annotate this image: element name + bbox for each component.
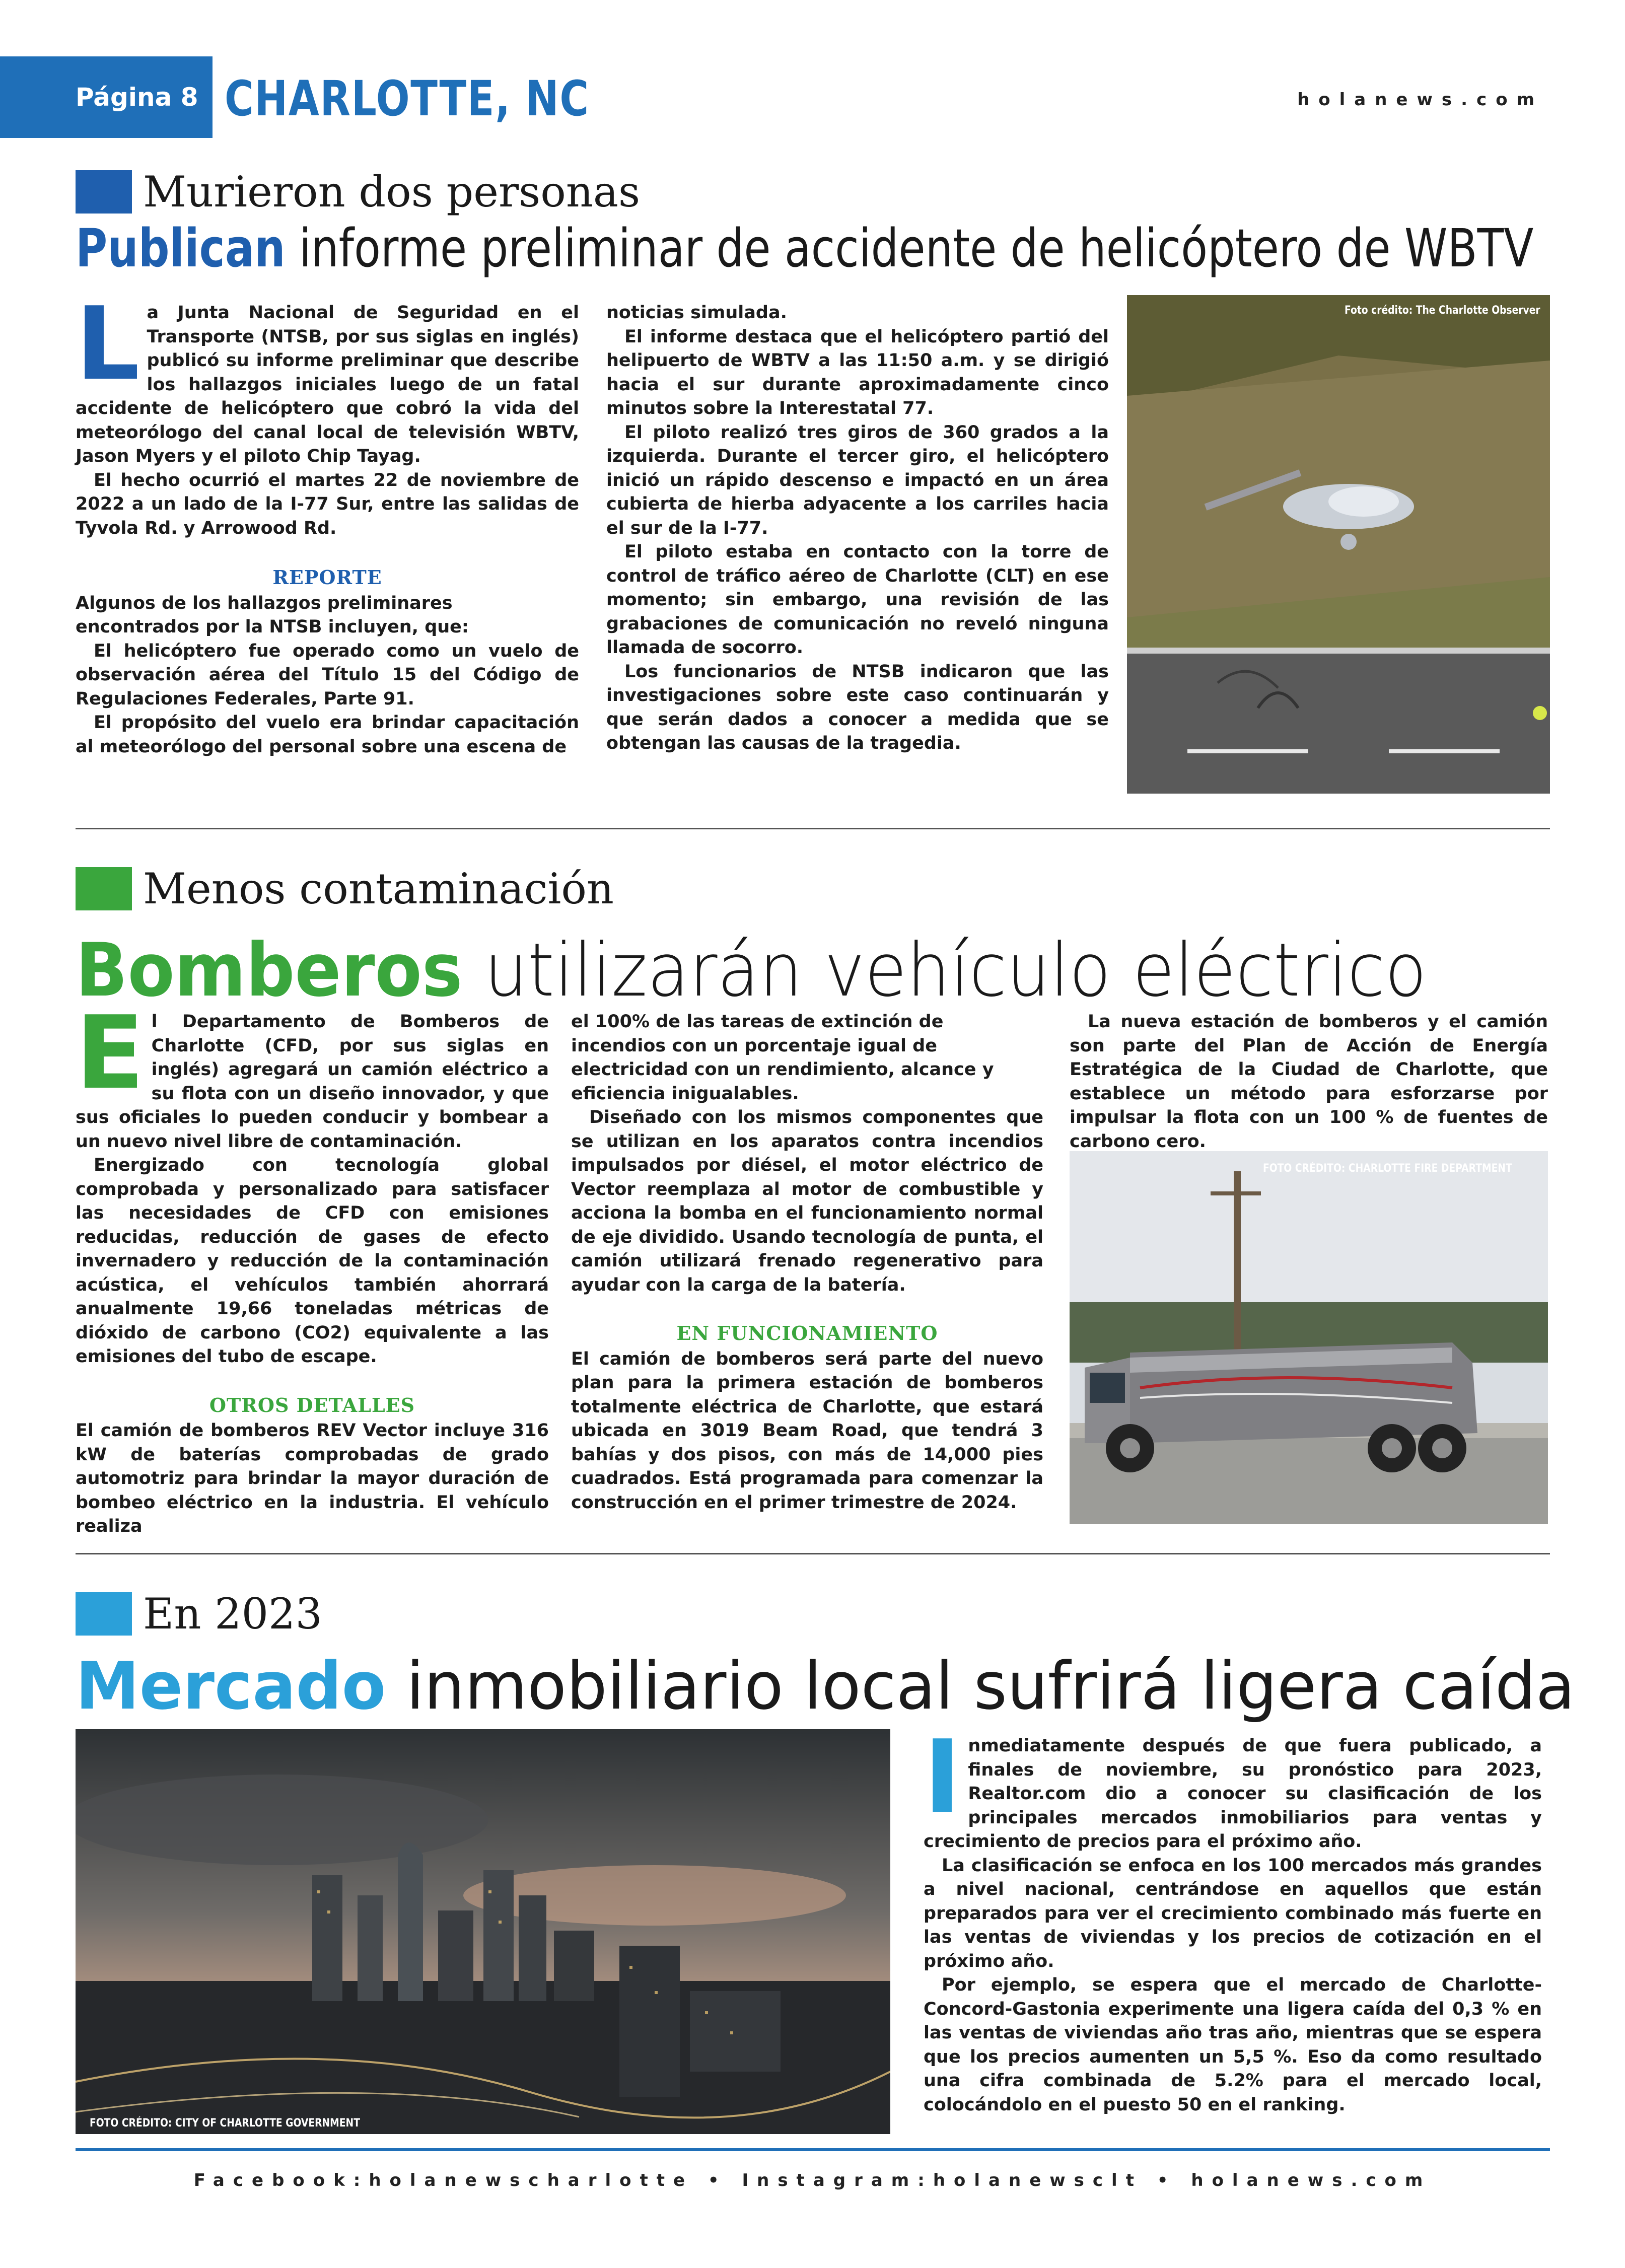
helicopter-crash-photo: [1127, 295, 1550, 794]
headline-rest: informe preliminar de accidente de helicóptero de WBTV: [285, 218, 1534, 279]
photo-credit: FOTO CRÉDITO: CITY OF CHARLOTTE GOVERNMENT: [90, 2117, 360, 2130]
paragraph: Diseñado con los mismos componentes que se utilizan en los aparatos contra incendios impulsados por diésel, el motor eléctrico de Vector reemplaza al motor de combustible y acciona la bomba en el funcionamiento normal de eje dividido. Usando tecnología de punta, el camión utilizará frenado regenerativo para ayudar con la carga de la batería.: [571, 1107, 1043, 1295]
paragraph: El piloto realizó tres giros de 360 grados a la izquierda. Durante el tercer giro, el helicóptero inició un rápido descenso e impactó en un área cubierta de hierba adyacente a los carriles hacia el sur de la I-77.: [606, 422, 1109, 538]
section-divider: [76, 1553, 1550, 1554]
section-divider: [76, 828, 1550, 829]
article1-column-2: [606, 301, 1109, 756]
paragraph: La clasificación se enfoca en los 100 mercados más grandes a nivel nacional, centrándose en aquellos que están preparados para ver el crecimiento combinado más fuerte en las ventas de viviendas y los precios de cotización en el próximo año.: [924, 1855, 1542, 1971]
paragraph: a Junta Nacional de Seguridad en el Transporte (NTSB, por sus siglas en inglés) publicó su informe preliminar que describe los hallazgos iniciales luego de un fatal accidente de helicóptero que cobró la vida del meteorólogo del canal local de televisión WBTV, Jason Myers y el piloto Chip Tayag.: [76, 303, 579, 466]
headline-highlight: Bomberos: [76, 928, 463, 1013]
paragraph: El camión de bomberos será parte del nuevo plan para la primera estación de bomberos totalmente eléctrica de Charlotte, que estará ubicada en 3019 Beam Road, que tendrá 3 bahías y dos pisos, con más de 14,000 pies cuadrados. Está programada para comenzar la construcción en el primer trimestre de 2024.: [571, 1349, 1043, 1513]
headline-highlight: Mercado: [76, 1648, 386, 1724]
article2-kicker: [76, 864, 614, 913]
kicker-text: En 2023: [143, 1589, 322, 1639]
paragraph: Energizado con tecnología global comprobada y personalizado para satisfacer las necesidades de CFD con emisiones reducidas, reducción de gases de efecto invernadero y reducción de la contaminación acústica, el vehículos también ahorrará anualmente 19,66 toneladas métricas de dióxido de carbono (CO2) equivalente a las emisiones del tubo de escape.: [76, 1155, 549, 1367]
city-skyline-image: [76, 1729, 890, 2134]
paragraph: nmediatamente después de que fuera publicado, a finales de noviembre, su pronóstico para 2023, Realtor.com dio a conocer su clasificación de los principales mercados inmobiliarios para ventas y crecimiento de precios para el próximo año.: [924, 1736, 1542, 1852]
subhead-reporte: REPORTE: [272, 566, 382, 589]
kicker-text: Menos contaminación: [143, 864, 614, 913]
article2-column-3: [1070, 1010, 1548, 1154]
article2-column-1: [76, 995, 549, 1539]
paragraph: El propósito del vuelo era brindar capacitación al meteorólogo del personal sobre una escena de: [76, 713, 579, 757]
footer-rule: [76, 2148, 1550, 2151]
paragraph: Por ejemplo, se espera que el mercado de Charlotte-Concord-Gastonia experimente una ligera caída del 0,3 % en las ventas de viviendas año tras año, mientras que se espera que los precios aumenten un 5,5 %. Eso da como resultado una cifra combinada de 5.2% para el mercado local, colocándolo en el puesto 50 en el ranking.: [924, 1975, 1542, 2115]
kicker-text: Murieron dos personas: [143, 167, 641, 217]
charlotte-skyline-photo: [76, 1729, 890, 2134]
paragraph: l Departamento de Bomberos de Charlotte (CFD, por sus siglas en inglés) agregará un camión eléctrico a su flota con un diseño innovador, y que sus oficiales lo pueden conducir y bombear a un nuevo nivel libre de contaminación.: [76, 1012, 549, 1152]
helicopter-crash-image: [1127, 295, 1550, 794]
article1-headline: [76, 218, 1533, 279]
headline-highlight: Publican: [76, 218, 286, 279]
paragraph: El hecho ocurrió el martes 22 de noviembre de 2022 a un lado de la I-77 Sur, entre las salidas de Tyvola Rd. y Arrowood Rd.: [76, 470, 579, 538]
headline-rest: inmobiliario local sufrirá ligera caída: [386, 1648, 1575, 1724]
paragraph: El informe destaca que el helicóptero partió del helipuerto de WBTV a las 11:50 a.m. y se dirigió hacia el sur durante aproximadamente cinco minutos sobre la Interestatal 77.: [606, 326, 1109, 418]
paragraph: La nueva estación de bomberos y el camión son parte del Plan de Acción de Energía Estratégica de la Ciudad de Charlotte, que establece un método para esforzarse por impulsar la flota con un 100 % de fuentes de carbono cero.: [1070, 1012, 1548, 1152]
article2-headline: [76, 928, 1427, 1013]
article1-column-1: [76, 286, 579, 759]
paragraph: el 100% de las tareas de extinción de incendios con un porcentaje igual de electricidad con un rendimiento, alcance y eficiencia inigualables.: [571, 1012, 994, 1104]
dropcap: I: [924, 1719, 961, 1836]
paragraph: Algunos de los hallazgos preliminares encontrados por la NTSB incluyen, que:: [76, 593, 469, 637]
footer-social-links[interactable]: Facebook:holanewscharlotte • Instagram:holanewsclt • holanews.com: [193, 2170, 1432, 2190]
kicker-square: [76, 1592, 132, 1636]
paragraph: El helicóptero fue operado como un vuelo de observación aérea del Título 15 del Código de Regulaciones Federales, Parte 91.: [76, 641, 579, 709]
paragraph: El piloto estaba en contacto con la torre de control de tráfico aéreo de Charlotte (CLT) en ese momento; sin embargo, una revisión de las grabaciones de comunicación no reveló ninguna llamada de socorro.: [606, 542, 1109, 658]
subhead-otros-detalles: OTROS DETALLES: [209, 1393, 415, 1416]
article1-kicker: [76, 167, 641, 217]
photo-credit: FOTO CRÉDITO: CHARLOTTE FIRE DEPARTMENT: [1263, 1162, 1512, 1175]
fire-truck-photo: [1070, 1151, 1548, 1524]
article3-kicker: [76, 1589, 322, 1639]
kicker-square: [76, 867, 132, 910]
photo-credit: Foto crédito: The Charlotte Observer: [1345, 304, 1540, 317]
section-title: CHARLOTTE, NC: [225, 70, 590, 127]
kicker-square: [76, 170, 132, 214]
article3-column: [924, 1719, 1542, 2117]
article2-column-2: [571, 1010, 1043, 1515]
electric-fire-truck-image: [1070, 1151, 1548, 1524]
headline-rest: utilizarán vehículo eléctrico: [462, 928, 1427, 1013]
paragraph: noticias simulada.: [606, 303, 787, 323]
page-number-tab: Página 8: [0, 56, 213, 138]
article3-headline: [76, 1648, 1575, 1724]
paragraph: El camión de bomberos REV Vector incluye 316 kW de baterías comprobadas de grado automotriz para brindar la mayor duración de bombeo eléctrico en la industria. El vehículo realiza: [76, 1421, 549, 1536]
site-url[interactable]: holanews.com: [1297, 90, 1543, 110]
dropcap: L: [76, 286, 140, 403]
paragraph: Los funcionarios de NTSB indicaron que las investigaciones sobre este caso continuarán y que serán dados a conocer a medida que se obtengan las causas de la tragedia.: [606, 661, 1109, 753]
subhead-en-funcionamiento: EN FUNCIONAMIENTO: [676, 1322, 938, 1344]
dropcap: E: [76, 995, 145, 1112]
